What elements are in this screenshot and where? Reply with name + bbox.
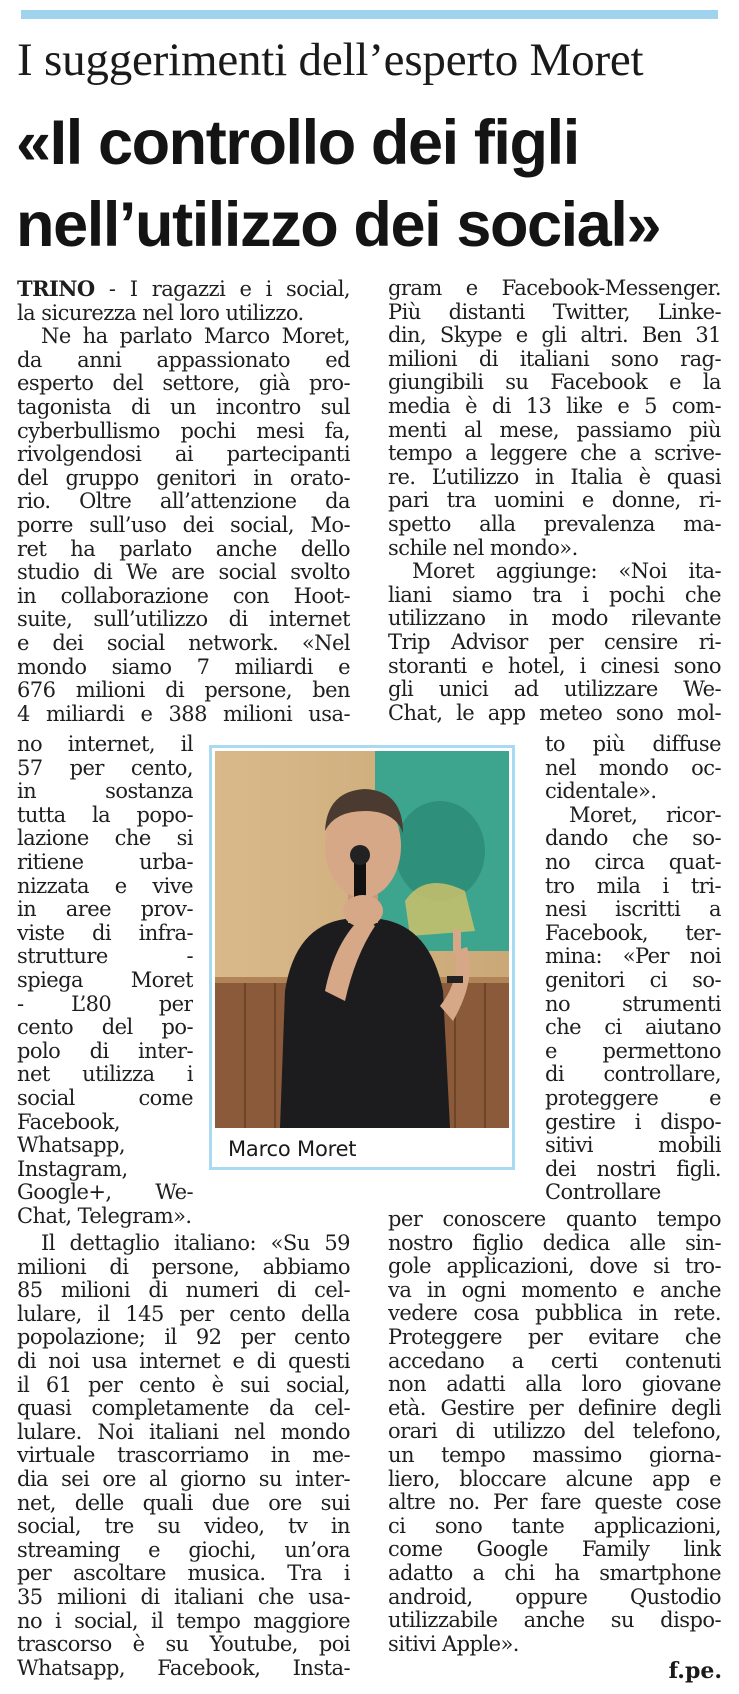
text-line: nel mondo oc- xyxy=(545,756,721,780)
text-line: che ci aiutano xyxy=(545,1016,721,1040)
text-line: re. L’utilizzo in Italia è quasi xyxy=(388,465,721,489)
text-line xyxy=(17,277,350,302)
text-line: Instagram, xyxy=(17,1157,128,1181)
text-line: lazione che si xyxy=(17,827,193,851)
text-fragment: - I ragazzi e i social, xyxy=(94,277,350,301)
text-line: ritiene urba- xyxy=(17,850,193,874)
text-line: lulare, il 145 per cento della xyxy=(17,1302,350,1326)
text-line: va in ogni momento e anche xyxy=(388,1278,721,1302)
text-line: gram e Facebook-Messenger. xyxy=(388,277,721,300)
text-line: 57 per cento, xyxy=(17,756,193,780)
text-line: dia sei ore al giorno su inter- xyxy=(17,1467,350,1491)
text-line: orari di utilizzo del telefono, xyxy=(388,1420,721,1444)
photo-caption: Marco Moret xyxy=(228,1137,357,1161)
text-line: sitivi Apple». xyxy=(388,1632,519,1656)
text-line: Facebook, xyxy=(17,1110,121,1134)
text-line: storanti e hotel, i cinesi sono xyxy=(388,654,721,678)
left-column xyxy=(17,277,350,726)
text-line: sitivi mobili xyxy=(545,1134,721,1158)
text-line: 676 milioni di persone, ben xyxy=(17,679,350,703)
text-line: accedano a certi contenuti xyxy=(388,1349,721,1373)
text-line: menti al mese, passiamo più xyxy=(388,418,721,442)
text-line: social, tre su video, tv in xyxy=(17,1515,350,1539)
text-line: 35 milioni di italiani che usa- xyxy=(17,1585,350,1609)
text-line: vedere cosa pubblica in rete. xyxy=(388,1302,721,1326)
text-line: non adatti alla loro giovane xyxy=(388,1373,721,1397)
text-line: gli unici ad utilizzare We- xyxy=(388,678,721,702)
text-line: polo di inter- xyxy=(17,1039,193,1063)
left-column-bottom xyxy=(17,1232,350,1680)
text-line: Moret aggiunge: «Noi ita- xyxy=(412,560,721,584)
top-accent-bar xyxy=(21,10,718,19)
text-line: Il dettaglio italiano: «Su 59 xyxy=(41,1232,350,1255)
text-line: il 61 per cento è sui social, xyxy=(17,1373,350,1397)
right-column-narrow xyxy=(545,733,721,1205)
text-line: per ascoltare musica. Tra i xyxy=(17,1562,350,1586)
text-line: media è di 13 like e 5 com- xyxy=(388,394,721,418)
text-line: no strumenti xyxy=(545,992,721,1016)
text-line: genitori ci so- xyxy=(545,968,721,992)
text-line: ret ha parlato anche dello xyxy=(17,537,350,561)
kicker: I suggerimenti dell’esperto Moret xyxy=(17,34,644,86)
text-line: milioni di persone, abbiamo xyxy=(17,1255,350,1279)
text-line: e permettono xyxy=(545,1039,721,1063)
text-line: strutture - xyxy=(17,945,193,969)
text-line: Chat, le app meteo sono mol- xyxy=(388,701,721,725)
text-line: Controllare xyxy=(545,1181,661,1205)
text-line: gestire i dispo- xyxy=(545,1110,721,1134)
text-line: tro mila i tri- xyxy=(545,874,721,898)
headline-line-2: nell’utilizzo dei social» xyxy=(16,190,661,260)
text-line: tutta la popo- xyxy=(17,803,193,827)
text-line: - L’80 per xyxy=(17,992,193,1016)
text-line: rio. Oltre all’attenzione da xyxy=(17,490,350,514)
text-line: mondo siamo 7 miliardi e xyxy=(17,655,350,679)
text-line: android, oppure Qustodio xyxy=(388,1585,721,1609)
text-line: viste di infra- xyxy=(17,921,193,945)
text-line: nesi iscritti a xyxy=(545,898,721,922)
text-line: Proteggere per evitare che xyxy=(388,1325,721,1349)
text-line: din, Skype e gli altri. Ben 31 xyxy=(388,324,721,348)
text-line: Ne ha parlato Marco Moret, xyxy=(41,325,350,349)
right-column-bottom xyxy=(388,1208,721,1656)
text-line: no internet, il xyxy=(17,733,193,756)
text-line: porre sull’uso dei social, Mo- xyxy=(17,513,350,537)
text-line: popolazione; il 92 per cento xyxy=(17,1326,350,1350)
text-line: esperto del settore, già pro- xyxy=(17,372,350,396)
text-line: un tempo massimo giorna- xyxy=(388,1443,721,1467)
text-line: milioni di italiani sono rag- xyxy=(388,347,721,371)
text-line: tagonista di un incontro sul xyxy=(17,395,350,419)
text-line: pari tra uomini e donne, ri- xyxy=(388,489,721,513)
text-line: tempo a leggere che a scrive- xyxy=(388,442,721,466)
text-line: come Google Family link xyxy=(388,1538,721,1562)
text-line: virtuale trascorriamo in me- xyxy=(17,1444,350,1468)
text-line: utilizzabile anche su dispo- xyxy=(388,1609,721,1633)
text-line: no i social, il tempo maggiore xyxy=(17,1609,350,1633)
text-line: 85 milioni di numeri di cel- xyxy=(17,1279,350,1303)
dateline: TRINO xyxy=(17,277,95,301)
speaker-photo xyxy=(215,751,509,1128)
text-line: altre no. Per fare queste cose xyxy=(388,1491,721,1515)
left-narrow-lines xyxy=(17,733,193,1228)
text-line: Chat, Telegram». xyxy=(17,1204,192,1228)
text-line: trascorso è su Youtube, poi xyxy=(17,1633,350,1657)
text-line: utilizzano in modo rilevante xyxy=(388,607,721,631)
text-line: net utilizza i xyxy=(17,1063,193,1087)
text-line: di noi usa internet e di questi xyxy=(17,1349,350,1373)
photo-frame xyxy=(209,745,515,1170)
text-line: cidentale». xyxy=(545,780,657,804)
left-column-narrow xyxy=(17,733,193,1228)
text-line: nizzata e vive xyxy=(17,874,193,898)
text-line: adatto a chi ha smartphone xyxy=(388,1561,721,1585)
text-line: in sostanza xyxy=(17,780,193,804)
text-line: Whatsapp, xyxy=(17,1134,125,1158)
text-line: giungibili su Facebook e la xyxy=(388,371,721,395)
text-line: liani siamo tra i pochi che xyxy=(388,583,721,607)
text-line: spetto alla prevalenza ma- xyxy=(388,512,721,536)
text-line: Whatsapp, Facebook, Insta- xyxy=(17,1656,350,1680)
text-line: del gruppo genitori in orato- xyxy=(17,466,350,490)
text-line: lulare. Noi italiani nel mondo xyxy=(17,1420,350,1444)
author-signature: f.pe. xyxy=(668,1658,722,1684)
text-line: Facebook, ter- xyxy=(545,921,721,945)
text-line: Moret, ricor- xyxy=(569,803,721,827)
text-line: Trip Advisor per censire ri- xyxy=(388,630,721,654)
text-line: di controllare, xyxy=(545,1063,721,1087)
text-line: proteggere e xyxy=(545,1086,721,1110)
headline-line-1: «Il controllo dei figli xyxy=(16,108,579,178)
headline xyxy=(16,102,731,266)
text-line: quasi completamente da cel- xyxy=(17,1397,350,1421)
right-bottom-lines xyxy=(388,1208,721,1656)
text-line: to più diffuse xyxy=(545,733,721,756)
text-line: in aree prov- xyxy=(17,898,193,922)
text-line: streaming e giochi, un’ora xyxy=(17,1538,350,1562)
text-line: liero, bloccare alcune app e xyxy=(388,1467,721,1491)
text-line: in collaborazione con Hoot- xyxy=(17,584,350,608)
text-line: età. Gestire per definire degli xyxy=(388,1396,721,1420)
text-line: per conoscere quanto tempo xyxy=(388,1208,721,1231)
text-line: social come xyxy=(17,1086,193,1110)
text-line: ci sono tante applicazioni, xyxy=(388,1514,721,1538)
text-line: nostro figlio dedica alle sin- xyxy=(388,1231,721,1255)
speaker-illustration xyxy=(215,751,509,1128)
text-line: gole applicazioni, dove si tro- xyxy=(388,1255,721,1279)
text-line: 4 miliardi e 388 milioni usa- xyxy=(17,702,350,726)
right-column xyxy=(388,277,721,725)
text-line: dando che so- xyxy=(545,827,721,851)
text-line: Più distanti Twitter, Linke- xyxy=(388,300,721,324)
text-line: Google+, We- xyxy=(17,1181,193,1205)
text-line: net, delle quali due ore sui xyxy=(17,1491,350,1515)
text-line: studio di We are social svolto xyxy=(17,561,350,585)
text-line: da anni appassionato ed xyxy=(17,348,350,372)
text-line: schile nel mondo». xyxy=(388,536,578,560)
text-line: la sicurezza nel loro utilizzo. xyxy=(17,301,304,325)
text-line: cento del po- xyxy=(17,1016,193,1040)
left-column-top xyxy=(17,277,350,726)
text-line: cyberbullismo pochi mesi fa, xyxy=(17,419,350,443)
text-line: mina: «Per noi xyxy=(545,945,721,969)
text-line: no circa quat- xyxy=(545,850,721,874)
text-line: suite, sull’utilizzo di internet xyxy=(17,608,350,632)
left-bottom-lines xyxy=(17,1232,350,1680)
text-line: spiega Moret xyxy=(17,968,193,992)
right-top-lines xyxy=(388,277,721,725)
text-line: e dei social network. «Nel xyxy=(17,631,350,655)
text-line: dei nostri figli. xyxy=(545,1157,721,1181)
text-line: rivolgendosi ai partecipanti xyxy=(17,443,350,467)
right-narrow-lines xyxy=(545,733,721,1205)
